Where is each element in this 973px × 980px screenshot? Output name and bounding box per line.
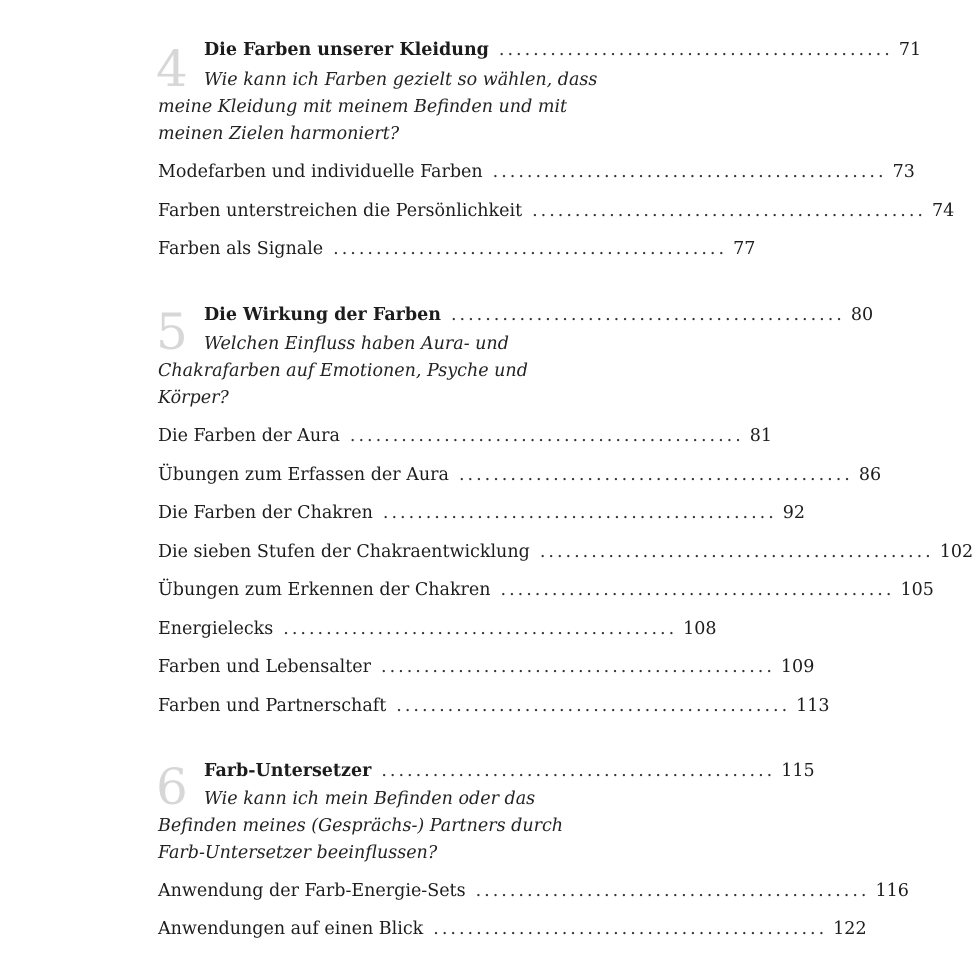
toc-entry[interactable] (158, 503, 806, 523)
leader-dots: .............................................. (450, 305, 845, 325)
page-number: 74 (932, 201, 955, 221)
page-number: 116 (875, 881, 909, 901)
leader-dots: .............................................. (381, 761, 776, 781)
leader-dots: .............................................. (333, 239, 728, 259)
leader-dots: .............................................. (532, 201, 926, 221)
leader-dots: .............................................. (381, 657, 775, 677)
page-number: 73 (892, 162, 915, 182)
chapter-question: Wie kann ich Farben gezielt so wählen, dass meine Kleidung mit meinem Befinden und mit meinen Zielen harmoniert? (158, 70, 598, 144)
leader-dots: .............................................. (433, 919, 828, 939)
toc-entry[interactable] (158, 657, 815, 677)
chapter-question: Welchen Einfluss haben Aura- und Chakrafarben auf Emotionen, Psyche und Körper? (158, 334, 528, 408)
chapter-heading[interactable] (204, 305, 874, 325)
page-number: 115 (781, 761, 815, 781)
toc-entry[interactable] (158, 239, 756, 259)
chapter-number: 5 (156, 303, 188, 361)
entry-title: Die sieben Stufen der Chakraentwicklung (158, 542, 530, 562)
entry-title: Farben und Partnerschaft (158, 696, 387, 716)
page-number: 92 (782, 503, 806, 523)
leader-dots: .............................................. (500, 580, 895, 600)
toc-entry[interactable] (158, 465, 882, 485)
toc-entry[interactable] (158, 881, 909, 901)
toc-entry[interactable] (158, 162, 915, 182)
leader-dots: .............................................. (458, 465, 853, 485)
chapter-number: 4 (156, 40, 188, 98)
leader-dots: .............................................. (539, 542, 934, 562)
entry-title: Die Farben der Aura (158, 426, 340, 446)
leader-dots: .............................................. (349, 426, 744, 446)
entry-title: Die Farben der Chakren (158, 503, 373, 523)
entry-title: Farben und Lebensalter (158, 657, 372, 677)
page-number: 109 (780, 657, 815, 677)
page-number: 108 (683, 619, 717, 639)
entry-title: Anwendungen auf einen Blick (158, 919, 424, 939)
page-number: 86 (858, 465, 882, 485)
toc-entry[interactable] (158, 426, 773, 446)
entry-title: Anwendung der Farb-Energie-Sets (158, 881, 466, 901)
page-number: 113 (796, 696, 830, 716)
entry-title: Modefarben und individuelle Farben (158, 162, 483, 182)
toc-entry[interactable] (158, 619, 717, 639)
entry-title: Farben als Signale (158, 239, 324, 259)
entry-title: Energielecks (158, 619, 274, 639)
leader-dots: .............................................. (382, 503, 777, 523)
page-number: 77 (733, 239, 756, 259)
page-number: 105 (900, 580, 934, 600)
toc-entry[interactable] (158, 580, 934, 600)
entry-title: Farben unterstreichen die Persönlichkeit (158, 201, 523, 221)
leader-dots: .............................................. (475, 881, 870, 901)
page-number: 102 (939, 542, 973, 562)
page-number: 81 (749, 426, 773, 446)
toc-entry[interactable] (158, 696, 830, 716)
leader-dots: .............................................. (498, 40, 893, 60)
toc-entry[interactable] (158, 542, 973, 562)
chapter-title: Farb-Untersetzer (204, 761, 372, 781)
page-number: 71 (898, 40, 922, 60)
chapter-number: 6 (156, 758, 188, 816)
entry-title: Übungen zum Erkennen der Chakren (158, 580, 491, 600)
chapter-title: Die Farben unserer Kleidung (204, 40, 489, 60)
leader-dots: .............................................. (492, 162, 887, 182)
chapter-heading[interactable] (204, 40, 922, 60)
toc-entry[interactable] (158, 919, 867, 939)
leader-dots: .............................................. (283, 619, 678, 639)
chapter-question: Wie kann ich mein Befinden oder das Befinden meines (Gesprächs-) Partners durch Farb-Untersetzer beeinflussen? (158, 789, 564, 863)
chapter-heading[interactable] (204, 761, 815, 781)
leader-dots: .............................................. (396, 696, 791, 716)
chapter-title: Die Wirkung der Farben (204, 305, 441, 325)
page-number: 122 (833, 919, 867, 939)
entry-title: Übungen zum Erfassen der Aura (158, 465, 449, 485)
toc-entry[interactable] (158, 201, 955, 221)
page-number: 80 (850, 305, 874, 325)
